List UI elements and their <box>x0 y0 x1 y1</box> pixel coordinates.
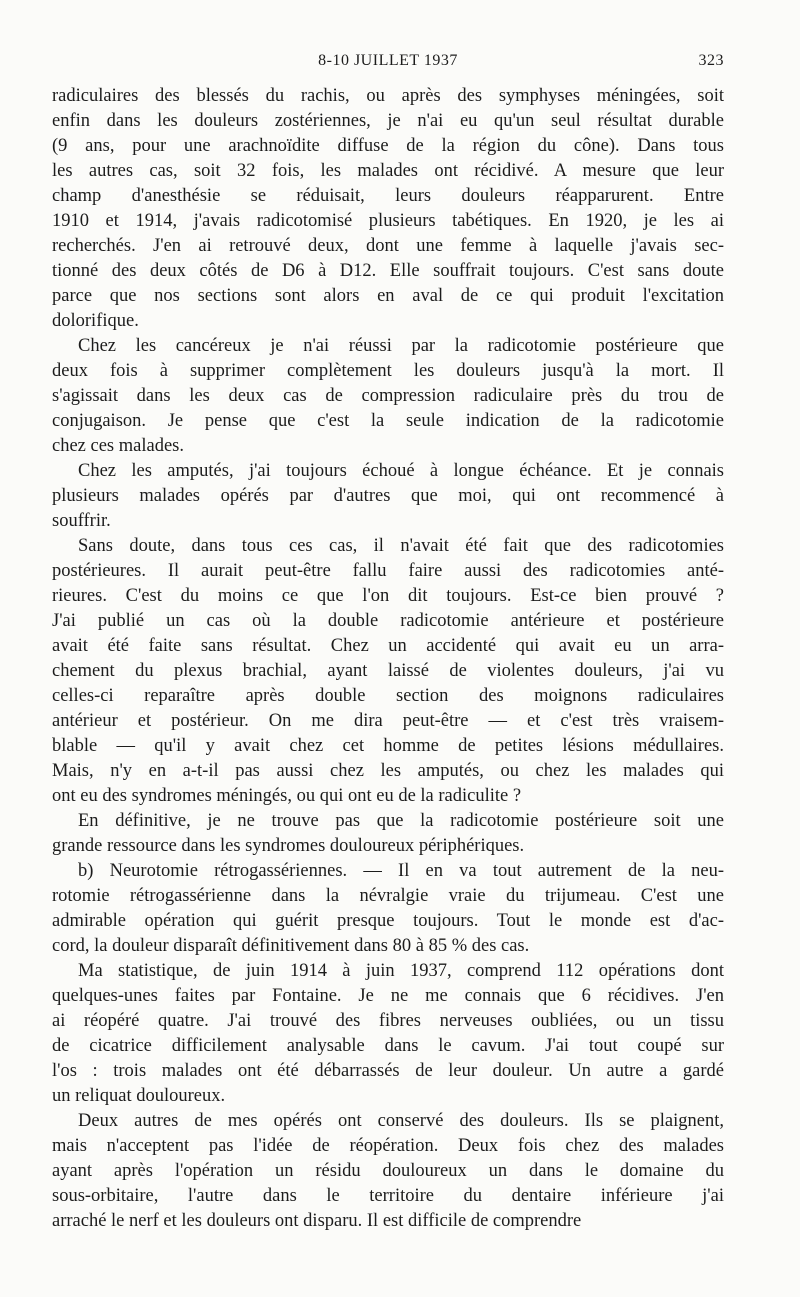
text-line: postérieures. Il aurait peut-être fallu faire aussi des radicotomies anté- <box>52 561 724 581</box>
text-line: plusieurs malades opérés par d'autres que moi, qui ont recommencé à <box>52 486 724 506</box>
paragraph <box>52 84 724 334</box>
text-line: les autres cas, soit 32 fois, les malades ont récidivé. A mesure que leur <box>52 161 724 181</box>
text-line: recherchés. J'en ai retrouvé deux, dont une femme à laquelle j'avais sec- <box>52 236 724 256</box>
text-line: J'ai publié un cas où la double radicotomie antérieure et postérieure <box>52 611 724 631</box>
text-line: chez ces malades. <box>52 436 184 456</box>
text-line: parce que nos sections sont alors en aval de ce qui produit l'excitation <box>52 286 724 306</box>
text-line: conjugaison. Je pense que c'est la seule indication de la radicotomie <box>52 411 724 431</box>
text-line: rieures. C'est du moins ce que l'on dit toujours. Est-ce bien prouvé ? <box>52 586 724 606</box>
text-line: Mais, n'y en a-t-il pas aussi chez les amputés, ou chez les malades qui <box>52 761 724 781</box>
text-line: chement du plexus brachial, ayant laissé de violentes douleurs, j'ai vu <box>52 661 724 681</box>
text-line: champ d'anesthésie se réduisait, leurs douleurs réapparurent. Entre <box>52 186 724 206</box>
page-number: 323 <box>698 52 724 69</box>
text-line: b) Neurotomie rétrogassériennes. — Il en va tout autrement de la neu- <box>78 861 724 881</box>
text-line: Deux autres de mes opérés ont conservé des douleurs. Ils se plaignent, <box>78 1111 724 1131</box>
text-line: Chez les cancéreux je n'ai réussi par la radicotomie postérieure que <box>78 336 724 356</box>
text-line: ont eu des syndromes méningés, ou qui ont eu de la radiculite ? <box>52 786 522 806</box>
text-line: radiculaires des blessés du rachis, ou après des symphyses méningées, soit <box>52 86 724 106</box>
text-line: mais n'acceptent pas l'idée de réopération. Deux fois chez des malades <box>52 1136 724 1156</box>
text-line: arraché le nerf et les douleurs ont disparu. Il est difficile de comprendre <box>52 1211 582 1231</box>
paragraph <box>52 809 724 859</box>
text-line: sous-orbitaire, l'autre dans le territoire du dentaire inférieure j'ai <box>52 1186 724 1206</box>
paragraph <box>52 959 724 1109</box>
text-line: cord, la douleur disparaît définitivement dans 80 à 85 % des cas. <box>52 936 530 956</box>
text-line: Sans doute, dans tous ces cas, il n'avait été fait que des radicotomies <box>78 536 724 556</box>
text-line: ai réopéré quatre. J'ai trouvé des fibres nerveuses oubliées, ou un tissu <box>52 1011 724 1031</box>
paragraph <box>52 534 724 809</box>
text-line: Chez les amputés, j'ai toujours échoué à longue échéance. Et je connais <box>78 461 724 481</box>
text-line: l'os : trois malades ont été débarrassés de leur douleur. Un autre a gardé <box>52 1061 724 1081</box>
paragraph <box>52 334 724 459</box>
text-line: dolorifique. <box>52 311 139 331</box>
text-line: un reliquat douloureux. <box>52 1086 226 1106</box>
text-line: quelques-unes faites par Fontaine. Je ne me connais que 6 récidives. J'en <box>52 986 724 1006</box>
text-line: de cicatrice difficilement analysable dans le cavum. J'ai tout coupé sur <box>52 1036 724 1056</box>
text-line: En définitive, je ne trouve pas que la radicotomie postérieure soit une <box>78 811 724 831</box>
text-line: avait été faite sans résultat. Chez un accidenté qui avait eu un arra- <box>52 636 724 656</box>
text-line: Ma statistique, de juin 1914 à juin 1937, comprend 112 opérations dont <box>78 961 724 981</box>
text-line: rotomie rétrogassérienne dans la névralgie vraie du trijumeau. C'est une <box>52 886 724 906</box>
text-line: celles-ci reparaître après double section des moignons radiculaires <box>52 686 724 706</box>
text-line: (9 ans, pour une arachnoïdite diffuse de la région du cône). Dans tous <box>52 136 724 156</box>
header-title: 8-10 JUILLET 1937 <box>318 52 458 69</box>
text-line: tionné des deux côtés de D6 à D12. Elle souffrait toujours. C'est sans doute <box>52 261 724 281</box>
paragraph <box>52 859 724 959</box>
running-header <box>52 52 724 76</box>
text-line: grande ressource dans les syndromes douloureux périphériques. <box>52 836 525 856</box>
text-line: deux fois à supprimer complètement les douleurs jusqu'à la mort. Il <box>52 361 724 381</box>
body-text <box>52 84 724 1234</box>
text-line: antérieur et postérieur. On me dira peut-être — et c'est très vraisem- <box>52 711 724 731</box>
text-line: s'agissait dans les deux cas de compression radiculaire près du trou de <box>52 386 724 406</box>
text-line: enfin dans les douleurs zostériennes, je n'ai eu qu'un seul résultat durable <box>52 111 724 131</box>
text-line: 1910 et 1914, j'avais radicotomisé plusieurs tabétiques. En 1920, je les ai <box>52 211 724 231</box>
paragraph <box>52 459 724 534</box>
text-line: souffrir. <box>52 511 111 531</box>
paragraph <box>52 1109 724 1234</box>
text-line: ayant après l'opération un résidu douloureux un dans le domaine du <box>52 1161 724 1181</box>
text-line: blable — qu'il y avait chez cet homme de petites lésions médullaires. <box>52 736 724 756</box>
text-line: admirable opération qui guérit presque toujours. Tout le monde est d'ac- <box>52 911 724 931</box>
